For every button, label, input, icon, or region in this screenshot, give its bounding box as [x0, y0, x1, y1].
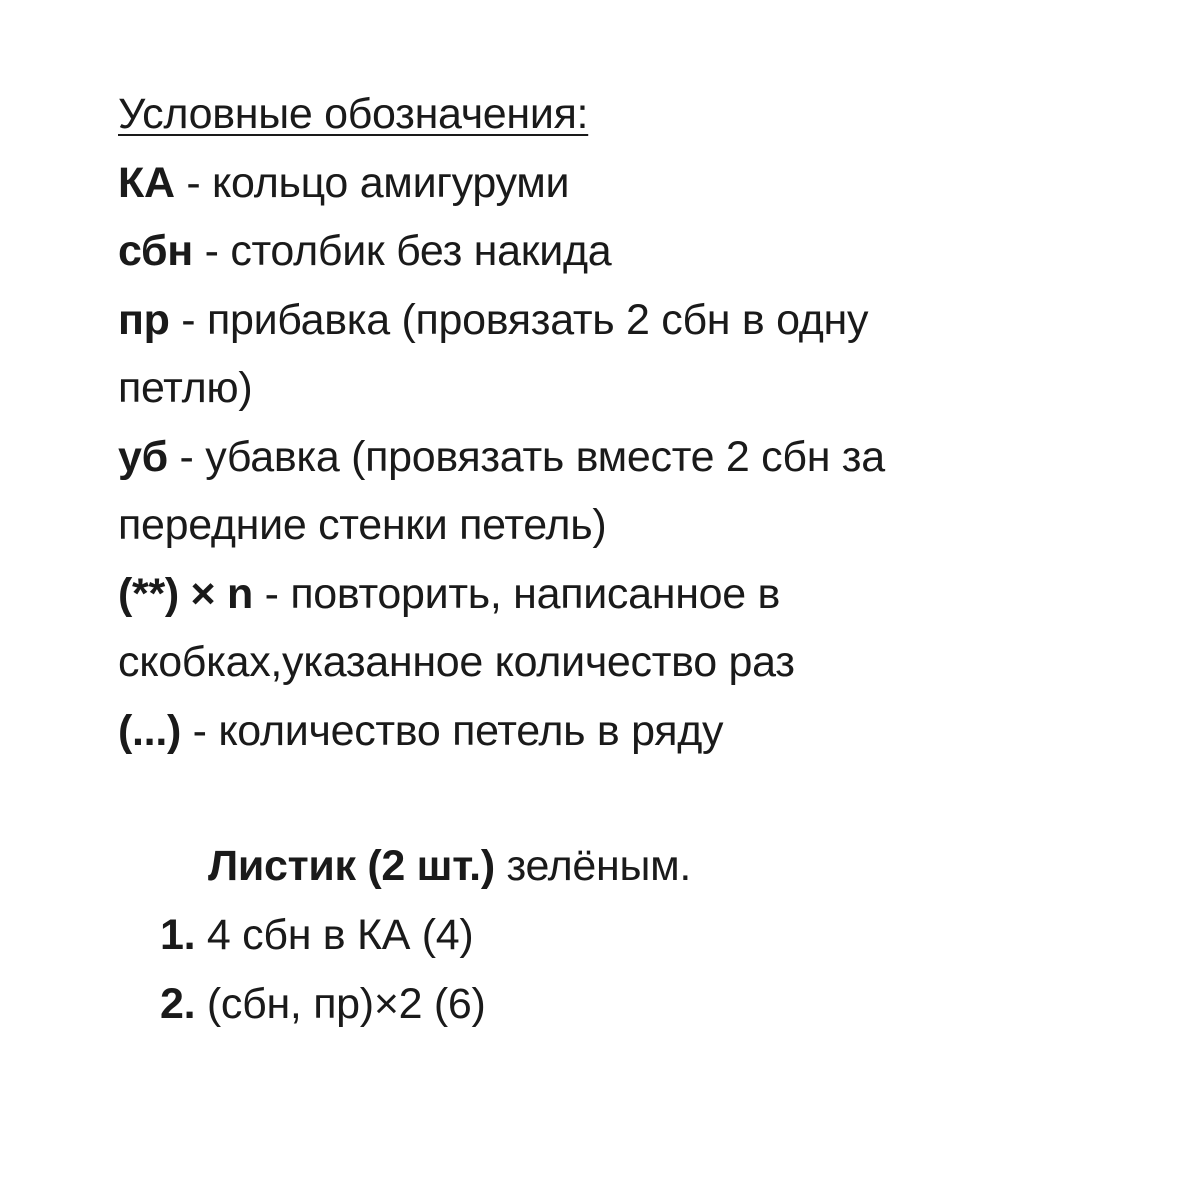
legend-text: прибавка (провязать 2 сбн в одну	[206, 295, 869, 344]
legend-sep: -	[192, 227, 231, 275]
legend-text: количество петель в ряду	[218, 706, 724, 755]
legend-item-ka	[118, 149, 1118, 218]
pattern-title-rest: зелёным.	[494, 842, 691, 890]
legend-item-ub-continued: передние стенки петель)	[118, 501, 607, 549]
legend-sep: -	[167, 432, 206, 481]
row-text: 4 сбн в КА (4)	[195, 911, 474, 959]
pattern-section	[160, 832, 1060, 1039]
legend-section	[118, 80, 1118, 765]
pattern-title-bold: Листик (2 шт.)	[208, 842, 495, 890]
legend-abbr: уб	[118, 432, 168, 481]
legend-text: убавка (провязать вместе 2 сбн за	[205, 432, 885, 481]
pattern-title	[208, 832, 1060, 901]
row-text: (сбн, пр)×2 (6)	[195, 980, 486, 1028]
row-number: 1.	[160, 911, 196, 959]
legend-item-pr-continued: петлю)	[118, 364, 253, 412]
legend-text: повторить, написанное в	[290, 569, 781, 618]
legend-title: Условные обозначения:	[118, 90, 589, 138]
legend-abbr: (**) × n	[118, 569, 253, 618]
legend-abbr: КА	[118, 158, 175, 207]
legend-abbr: сбн	[118, 227, 193, 275]
legend-sep: -	[180, 706, 219, 755]
row-number: 2.	[160, 980, 196, 1028]
legend-text: столбик без накида	[230, 227, 612, 275]
legend-item-repeat-continued: скобках,указанное количество раз	[118, 638, 795, 686]
legend-item-pr	[118, 286, 1118, 355]
pattern-row	[160, 970, 1060, 1039]
legend-abbr: (...)	[118, 706, 181, 755]
legend-abbr: пр	[118, 295, 170, 344]
legend-item-sbn	[118, 217, 1118, 286]
legend-item-repeat	[118, 560, 1118, 629]
legend-text: кольцо амигуруми	[212, 158, 570, 207]
legend-item-ub	[118, 423, 1118, 492]
legend-sep: -	[169, 295, 207, 344]
legend-item-stitch-count	[118, 697, 1118, 766]
legend-sep: -	[174, 158, 213, 207]
legend-sep: -	[252, 569, 291, 618]
pattern-row	[160, 901, 1060, 970]
